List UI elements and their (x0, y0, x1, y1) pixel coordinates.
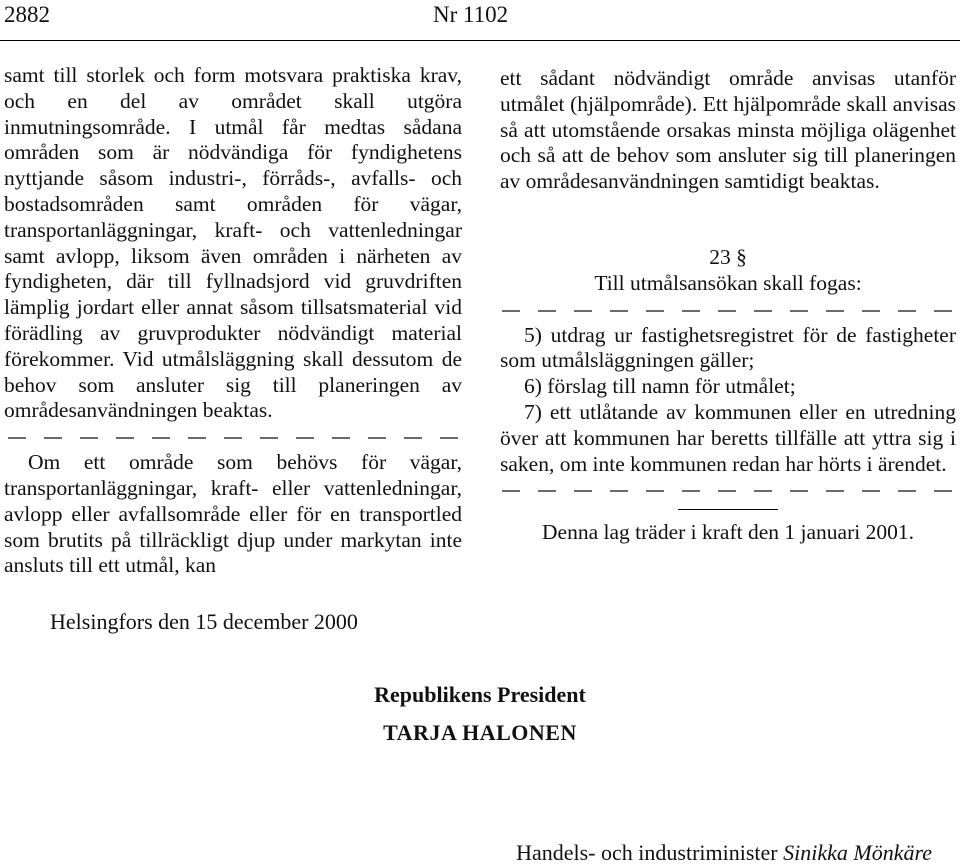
separator-rule (678, 509, 778, 510)
issue-number: Nr 1102 (433, 2, 509, 27)
list-item-6: 6) förslag till namn för utmålet; (524, 374, 796, 399)
section-heading (500, 245, 956, 271)
left-column (4, 63, 462, 579)
section-number: 23 (709, 244, 731, 269)
omission-dashes (500, 477, 956, 503)
minister-name: Sinikka Mönkäre (783, 840, 932, 865)
list-item-7: 7) ett utlåtande av kommunen eller en utredning över att kommunen har beretts tillfälle att yttra sig i saken, om inte kommunen redan har hörts i ärendet. (500, 399, 956, 476)
president-name: TARJA HALONEN (383, 720, 577, 745)
right-paragraph-1: ett sådant nödvändigt område anvisas utanför utmålet (hjälpområde). Ett hjälpområde skall anvisas så att utomstående orsakas minsta möjliga olägenhet och så att de behov som ansluter sig till planeringen av områdesanvändningen samtidigt beaktas. (500, 66, 956, 194)
page-number: 2882 (4, 2, 50, 27)
president-title: Republikens President (374, 682, 586, 707)
left-paragraph-2: Om ett område som behövs för vägar, transportanläggningar, kraft- eller vattenledningar, avlopp eller avfallsområde eller för en transportled som brutits på tillräckligt djup under markytan inte ansluts till ett utmål, kan (4, 450, 462, 578)
place-date: Helsingfors den 15 december 2000 (50, 609, 358, 634)
left-paragraph-1: samt till storlek och form motsvara praktiska krav, och en del av området skall utgöra inmutningsområde. I utmål får medtas sådana områden som är nödvändiga för fyndighetens nyttjande såsom industri-, förråds-, avfalls- och bostadsområden samt områden för vägar, transportanläggningar, kraft- och vattenledningar samt avlopp, liksom även områden i närheten av fyndigheten, där till fyllnadsjord vid gruvdriften lämplig jordart eller annat såsom tillsatsmaterial vid förädling av gruvprodukter nödvändigt material förekommer. Vid utmålsläggning skall dessutom de behov som ansluter sig till planeringen av områdesanvändningen beaktas. (4, 63, 462, 423)
minister-signature (516, 840, 932, 866)
right-column (500, 66, 956, 546)
section-intro: Till utmålsansökan skall fogas: (594, 270, 862, 295)
section-symbol: § (736, 244, 747, 269)
omission-dashes (4, 424, 462, 450)
minister-title: Handels- och industriminister (516, 840, 778, 865)
header-rule (0, 40, 960, 41)
list-item-5: 5) utdrag ur fastighetsregistret för de fastigheter som utmålsläggningen gäller; (500, 322, 956, 373)
omission-dashes (500, 297, 956, 323)
entry-into-force: Denna lag träder i kraft den 1 januari 2001. (542, 520, 914, 545)
